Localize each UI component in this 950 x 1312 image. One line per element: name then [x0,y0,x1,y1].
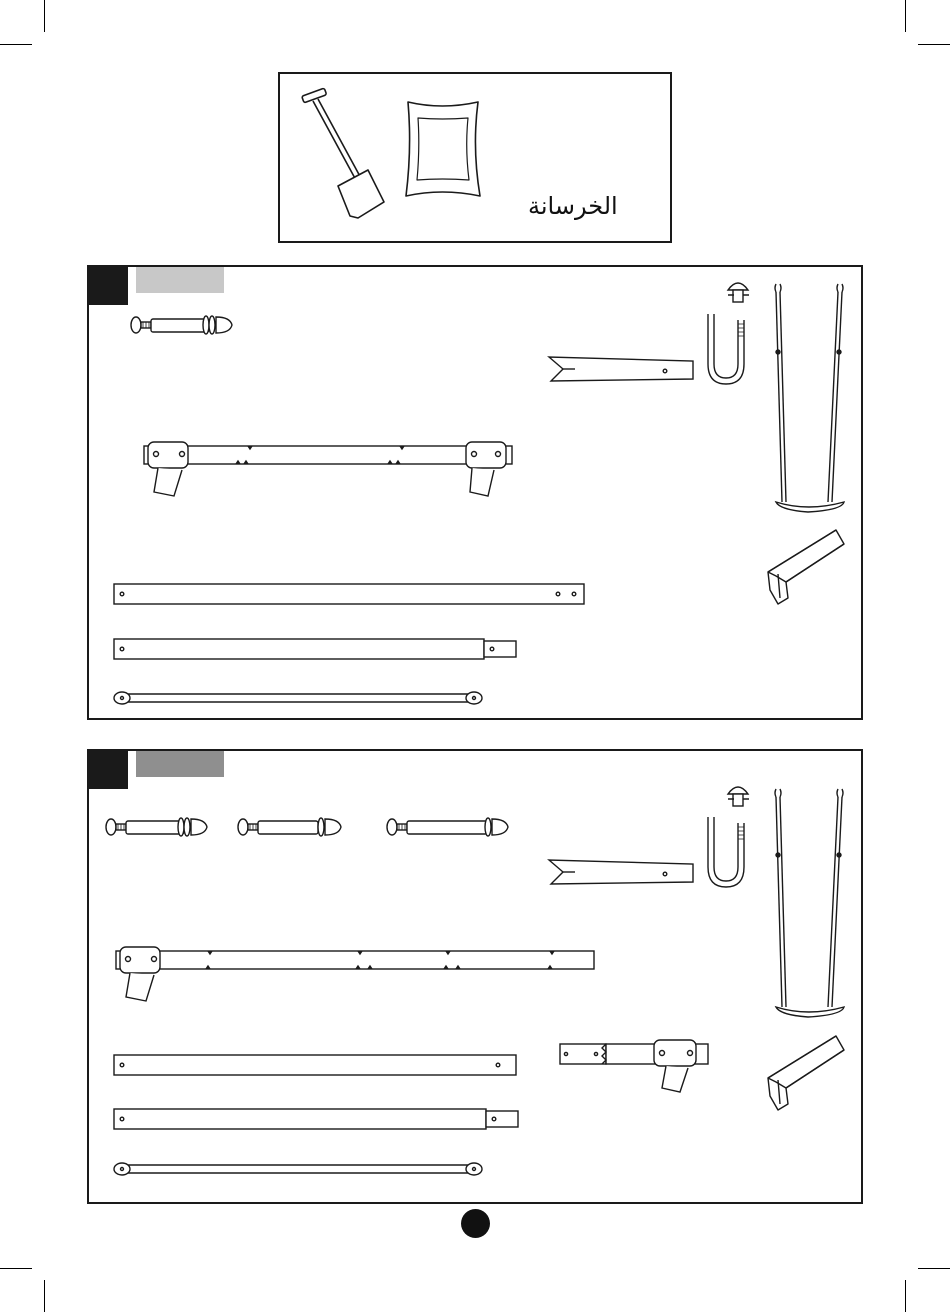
concrete-bag-icon [402,98,492,208]
crop-mark [0,1268,32,1269]
long-leg-tube-icon [112,582,592,606]
end-bracket-tube-icon [556,1040,716,1100]
tools-box [278,72,672,243]
u-bolt-icon [704,312,754,392]
swing-seat-icon [770,785,860,1025]
short-bracket-icon [545,355,695,385]
section-tab [136,751,224,777]
top-bar-two-brackets-icon [140,440,530,500]
crop-mark [44,0,45,32]
swing-seat-icon [770,280,860,520]
page-number-dot [461,1209,490,1238]
bolt-icon [103,813,223,843]
step-number-badge [89,751,128,789]
cross-brace-rod-icon [112,1159,492,1179]
u-bolt-icon [704,815,754,895]
bolt-icon [235,813,355,843]
crop-mark [918,1268,950,1269]
top-bar-one-bracket-icon [112,945,602,1005]
crop-mark [918,44,950,45]
crop-mark [905,0,906,32]
cross-brace-rod-icon [112,688,492,708]
long-leg-tube-icon [112,1053,532,1077]
cap-nut-icon [724,278,754,308]
bolt-icon [384,813,524,843]
leg-tube-with-insert-icon [112,637,532,661]
hex-key-icon [760,1032,860,1112]
crop-mark [44,1280,45,1312]
step-number-badge [89,267,128,305]
shovel-icon [290,82,410,242]
crop-mark [905,1280,906,1312]
crop-mark [0,44,32,45]
short-bracket-icon [545,858,695,888]
section-tab [136,267,224,293]
bolt-icon [128,311,248,341]
cap-nut-icon [724,782,754,812]
concrete-label: الخرسانة [528,192,618,220]
leg-tube-with-insert-icon [112,1107,532,1131]
hex-key-icon [760,526,860,606]
